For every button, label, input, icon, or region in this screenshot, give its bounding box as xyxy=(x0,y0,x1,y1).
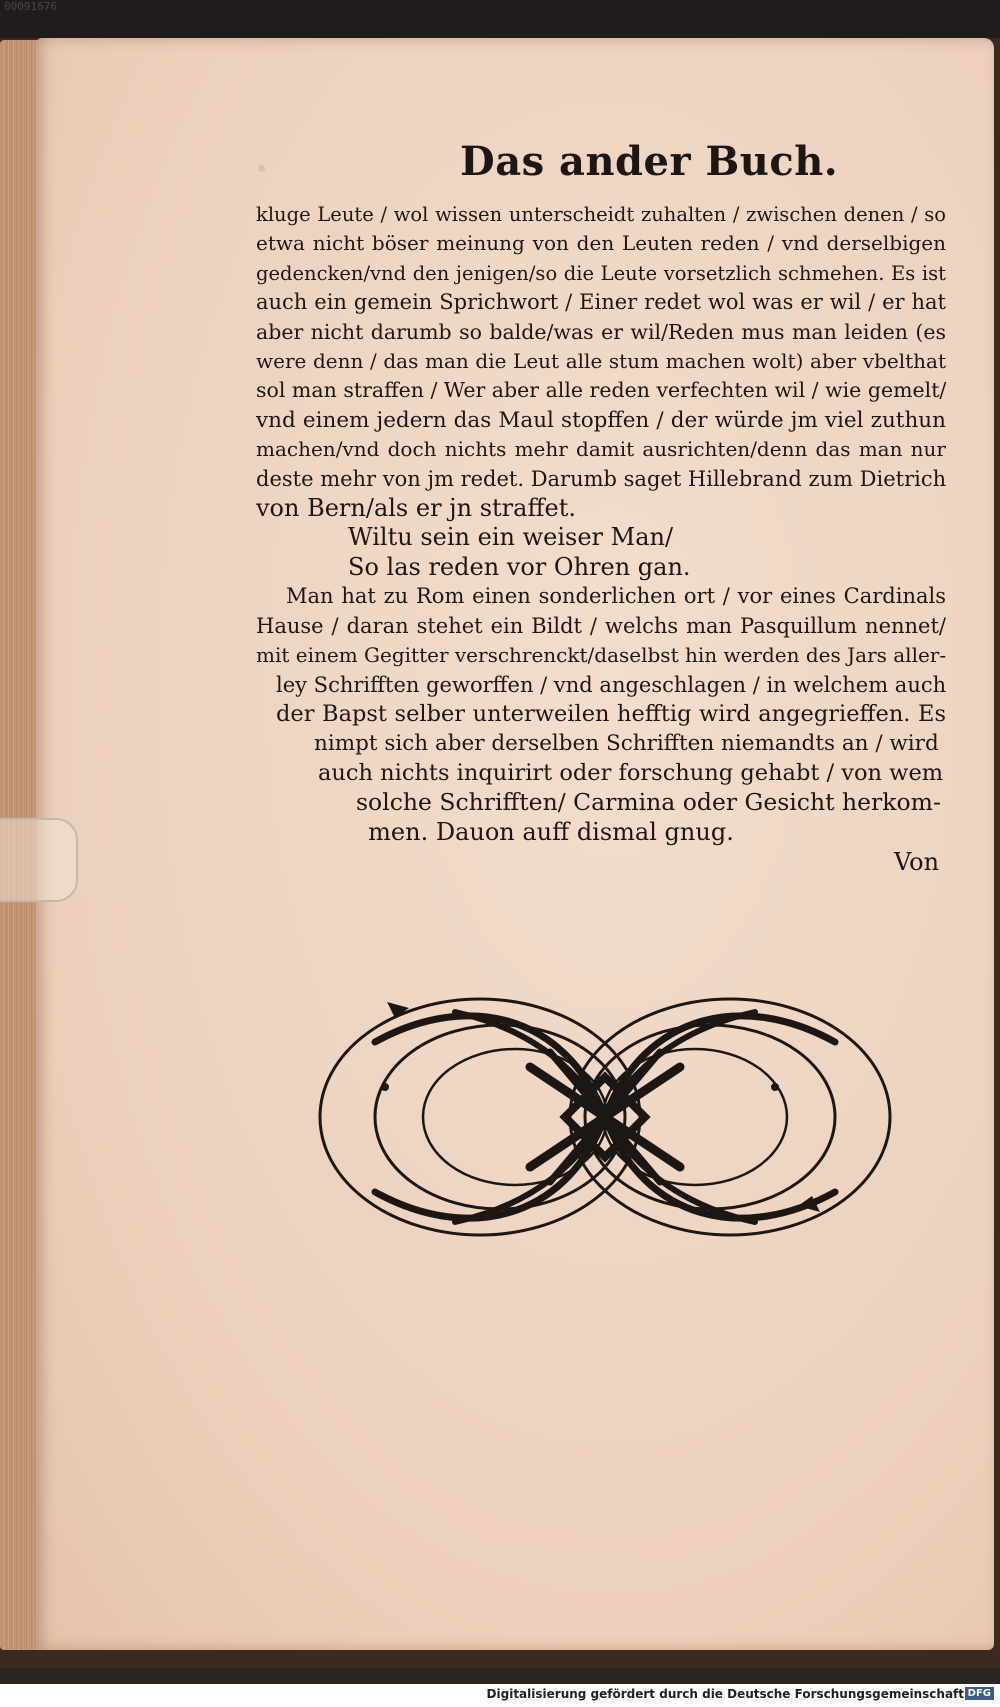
text-line: mit einem Gegitter verschrenckt/daselbst hin werden des Jars aller- xyxy=(256,643,947,668)
text-line: gedencken/vnd den jenigen/so die Leute vorsetzlich schmehen. Es ist xyxy=(256,261,946,285)
verse-line: Wiltu sein ein weiser Man/ xyxy=(348,523,674,552)
text-line: auch nichts inquirirt oder forschung gehabt / von wem xyxy=(318,759,944,786)
text-line: solche Schrifften/ Carmina oder Gesicht herkom- xyxy=(356,788,941,817)
text-line: nimpt sich aber derselben Schrifften niemandts an / wird xyxy=(314,731,939,757)
scan-id-label: 00091676 xyxy=(4,0,57,13)
text-line: aber nicht darumb so balde/was er wil/Reden mus man leiden (es xyxy=(256,319,946,344)
bookmark-tab xyxy=(0,818,78,902)
verse-line: So las reden vor Ohren gan. xyxy=(348,552,691,581)
dfg-logo: DFG xyxy=(965,1687,994,1700)
text-line: auch ein gemein Sprichwort / Einer redet wol was er wil / er hat xyxy=(256,290,946,315)
text-line: kluge Leute / wol wissen unterscheidt zuhalten / zwischen denen / so xyxy=(256,203,946,226)
text-line: sol man straffen / Wer aber alle reden verfechten wil / wie gemelt/ xyxy=(256,378,947,403)
knotwork-ornament xyxy=(315,972,895,1262)
text-line: ley Schrifften geworffen / vnd angeschlagen / in welchem auch xyxy=(276,672,947,697)
text-line: vnd einem jedern das Maul stopffen / der würde jm viel zuthun xyxy=(256,407,946,433)
text-line: Man hat zu Rom einen sonderlichen ort / vor eines Cardinals xyxy=(286,584,946,609)
text-line: von Bern/als er jn straffet. xyxy=(256,494,576,523)
main-text xyxy=(256,200,946,847)
text-line: etwa nicht böser meinung von den Leuten reden / vnd derselbigen xyxy=(256,231,946,256)
bleed-through-text: · xyxy=(255,146,269,191)
text-line: Hause / daran stehet ein Bildt / welchs man Pasquillum nennet/ xyxy=(256,613,946,638)
text-line: men. Dauon auff dismal gnug. xyxy=(368,817,734,846)
text-line: were denn / das man die Leut alle stum machen wolt) aber vbelthat xyxy=(256,349,946,374)
text-line: deste mehr von jm redet. Darumb saget Hillebrand zum Dietrich xyxy=(256,466,947,491)
catchword: Von xyxy=(894,848,940,876)
scan-top-bar xyxy=(0,0,1000,40)
funding-credit: Digitalisierung gefördert durch die Deutsche Forschungsgemeinschaft xyxy=(486,1687,964,1701)
running-head: Das ander Buch. xyxy=(460,138,839,185)
footer-bar xyxy=(0,1684,1000,1707)
text-line: machen/vnd doch nichts mehr damit ausrichten/denn das man nur xyxy=(256,437,946,462)
text-line: der Bapst selber unterweilen hefftig wird angegrieffen. Es xyxy=(276,700,946,727)
